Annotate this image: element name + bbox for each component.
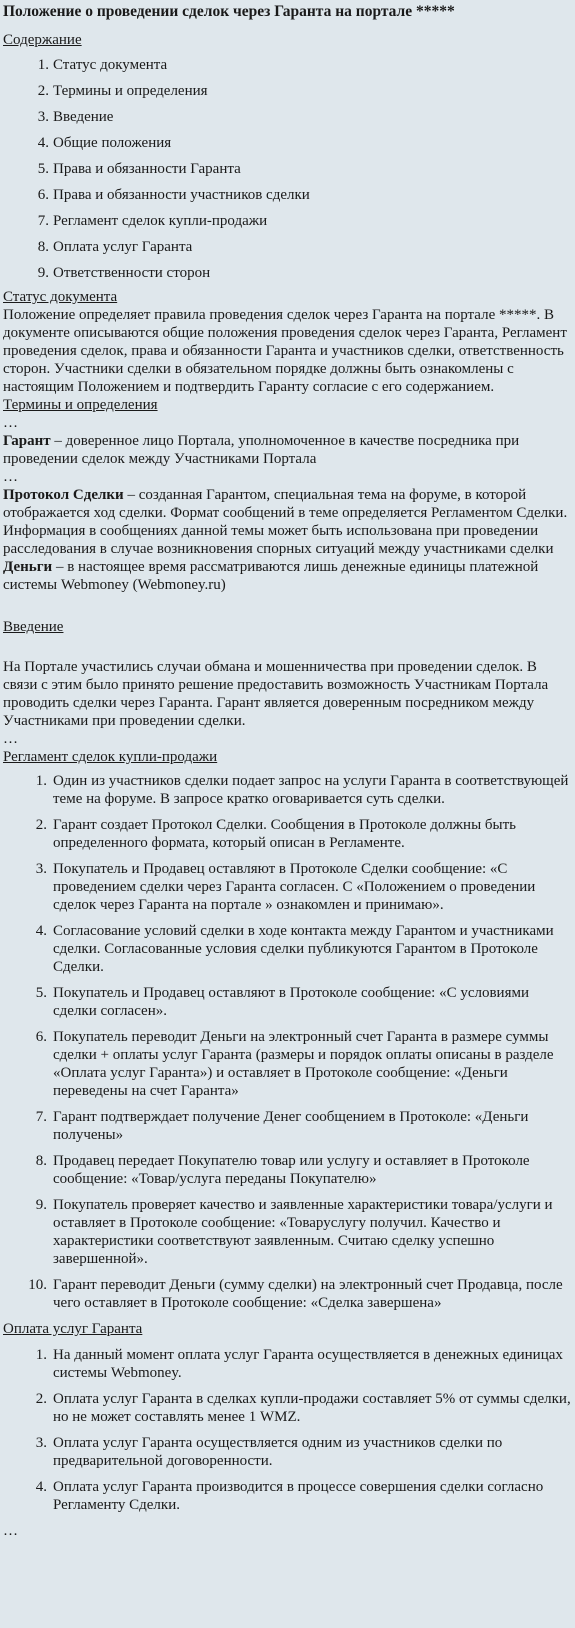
- reglament-heading: Регламент сделок купли-продажи: [3, 749, 218, 765]
- term-garant: [3, 432, 571, 468]
- toc-item: 8. Оплата услуг Гаранта: [37, 239, 193, 255]
- list-item: 3. Оплата услуг Гаранта осуществляется одним из участников сделки по предварительной договоренности.: [35, 1435, 503, 1469]
- ellipsis: …: [3, 731, 18, 747]
- toc-item: 6. Права и обязанности участников сделки: [37, 187, 310, 203]
- term-name: Деньги: [3, 559, 53, 575]
- list-item: 1. Один из участников сделки подает запрос на услуги Гаранта в соответствующей теме на форуме. В запросе кратко оговаривается суть сделки.: [35, 773, 569, 807]
- term-name: Протокол Сделки: [3, 487, 124, 503]
- term-definition: – созданная Гарантом, специальная тема на форуме, в которой отображается ход сделки. Формат сообщений в теме определяется Регламентом Сделки. Информация в сообщениях данной темы может быть использована при проведении расследования в случае возникновения спорных ситуаций между участниками сделки: [3, 487, 568, 557]
- term-name: Гарант: [3, 433, 51, 449]
- payment-list: [3, 1346, 571, 1514]
- toc-item: 2. Термины и определения: [37, 83, 208, 99]
- toc-item: 5. Права и обязанности Гаранта: [37, 161, 241, 177]
- ellipsis: …: [3, 415, 18, 431]
- status-heading: Статус документа: [3, 289, 118, 305]
- term-definition: – доверенное лицо Портала, уполномоченное в качестве посредника при проведении сделок между Участниками Портала: [3, 433, 520, 467]
- toc-item: 3. Введение: [37, 109, 114, 125]
- list-item: 7. Гарант подтверждает получение Денег сообщением в Протоколе: «Деньги получены»: [35, 1109, 529, 1143]
- list-item: 9. Покупатель проверяет качество и заявленные характеристики товара/услуги и оставляет в Протоколе сообщение: «Товаруслугу получил. Качество и характеристики соответствуют заявленным. Считаю сделку успешно завершенной».: [35, 1197, 553, 1267]
- toc-item: 4. Общие положения: [37, 135, 172, 151]
- term-money: [3, 558, 571, 594]
- reglament-list: [3, 772, 571, 1312]
- payment-heading: Оплата услуг Гаранта: [3, 1321, 143, 1337]
- toc-item: 9. Ответственности сторон: [37, 265, 211, 281]
- list-item: 6. Покупатель переводит Деньги на электронный счет Гаранта в размере суммы сделки + оплаты услуг Гаранта (размеры и порядок оплаты описаны в разделе «Оплата услуг Гаранта») и оставляет в Протоколе сообщение: «Деньги переведены на счет Гаранта»: [35, 1029, 554, 1099]
- ellipsis: …: [3, 469, 18, 485]
- list-item: 2. Гарант создает Протокол Сделки. Сообщения в Протоколе должны быть определенного формата, который описан в Регламенте.: [35, 817, 517, 851]
- list-item: 8. Продавец передает Покупателю товар или услугу и оставляет в Протоколе сообщение: «Товар/услуга переданы Покупателю»: [35, 1153, 530, 1187]
- list-item: 4. Оплата услуг Гаранта производится в процессе совершения сделки согласно Регламенту Сделки.: [35, 1479, 544, 1513]
- list-item: 3. Покупатель и Продавец оставляют в Протоколе Сделки сообщение: «С проведением сделки через Гаранта согласен. С «Положением о проведении сделок через Гаранта на портале » ознакомлен и принимаю».: [35, 861, 536, 913]
- list-item: 4. Согласование условий сделки в ходе контакта между Гарантом и участниками сделки. Согласованные условия сделки публикуются Гарантом в Протоколе Сделки.: [35, 923, 554, 975]
- list-item: 1. На данный момент оплата услуг Гаранта осуществляется в денежных единицах системы Webmoney.: [35, 1347, 563, 1381]
- intro-paragraph: На Портале участились случаи обмана и мошенничества при проведении сделок. В связи с этим было принято решение предоставить возможность Участникам Портала проводить сделки через Гаранта. Гарант является доверенным посредником между Участниками при проведении сделки.: [3, 659, 549, 729]
- term-protocol: [3, 486, 571, 558]
- toc-list: [3, 52, 571, 286]
- list-item: 10. Гарант переводит Деньги (сумму сделки) на электронный счет Продавца, после чего оставляет в Протоколе сообщение: «Сделка завершена»: [28, 1277, 563, 1311]
- document-title: Положение о проведении сделок через Гаранта на портале *****: [3, 3, 455, 20]
- toc-heading: Содержание: [3, 32, 82, 48]
- terms-heading: Термины и определения: [3, 397, 158, 413]
- status-paragraph: Положение определяет правила проведения сделок через Гаранта на портале *****. В документе описываются общие положения проведения сделок через Гаранта, Регламент проведения сделок, права и обязанности Гаранта и участников сделки, ответственность сторон. Участники сделки в обязательном порядке должны быть ознакомлены с настоящим Положением и подтвердить Гаранту согласие с его содержанием.: [3, 307, 567, 395]
- toc-item: 1. Статус документа: [37, 57, 168, 73]
- list-item: 5. Покупатель и Продавец оставляют в Протоколе сообщение: «С условиями сделки согласен».: [35, 985, 530, 1019]
- toc-item: 7. Регламент сделок купли-продажи: [37, 213, 268, 229]
- ellipsis: …: [3, 1523, 18, 1539]
- intro-heading: Введение: [3, 619, 64, 635]
- list-item: 2. Оплата услуг Гаранта в сделках купли-продажи составляет 5% от суммы сделки, но не может составлять менее 1 WMZ.: [35, 1391, 571, 1425]
- term-definition: – в настоящее время рассматриваются лишь денежные единицы платежной системы Webmoney (Webmoney.ru): [3, 559, 539, 593]
